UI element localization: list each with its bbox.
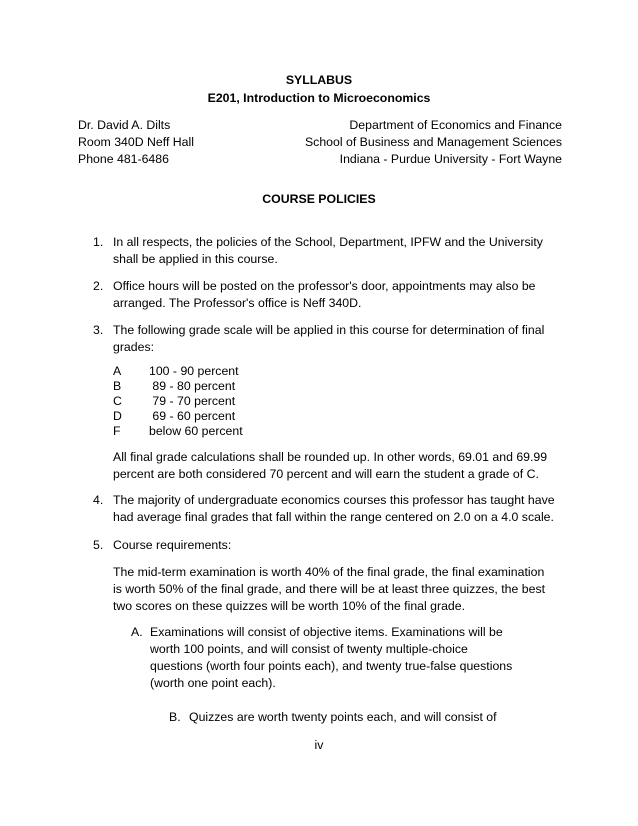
requirements-line: is worth 50% of the final grade, and there will be at least three quizzes, the best (113, 582, 546, 596)
sub-item-line: Quizzes are worth twenty points each, and will consist of (189, 710, 497, 724)
sub-item-text (189, 709, 497, 726)
policy-line: grades: (113, 340, 155, 354)
instructor-info (78, 117, 194, 168)
grade-letter: B (113, 379, 122, 393)
grade-letter: F (113, 424, 121, 438)
sub-item-text (150, 624, 513, 690)
section-title: COURSE POLICIES (262, 192, 376, 206)
policy-number: 3. (93, 323, 104, 337)
policy-line: arranged. The Professor's office is Neff 340D. (113, 296, 362, 310)
department-name: Department of Economics and Finance (349, 118, 562, 132)
policy-number: 1. (93, 235, 104, 249)
requirements-line: two scores on these quizzes will be worth 10% of the final grade. (113, 599, 466, 613)
instructor-room: Room 340D Neff Hall (78, 135, 194, 149)
policy-text (113, 278, 573, 312)
policy-line: shall be applied in this course. (113, 252, 278, 266)
requirements-paragraph (113, 564, 545, 615)
sub-item-label: B. (169, 710, 181, 724)
grade-letter: D (113, 409, 122, 423)
policy-line: The majority of undergraduate economics courses this professor has taught have (113, 493, 555, 507)
grade-range: 100 - 90 percent (149, 364, 239, 378)
grade-range: 69 - 60 percent (149, 409, 236, 423)
instructor-phone: Phone 481-6486 (78, 152, 169, 166)
rounding-note (113, 449, 547, 483)
policy-line: Course requirements: (113, 538, 232, 552)
university-name: Indiana - Purdue University - Fort Wayne (339, 152, 562, 166)
grade-range: 79 - 70 percent (149, 394, 236, 408)
policy-number: 2. (93, 279, 104, 293)
sub-item-line: Examinations will consist of objective items. Examinations will be (150, 625, 503, 639)
grade-range: 89 - 80 percent (149, 379, 236, 393)
syllabus-title: SYLLABUS (285, 73, 353, 87)
page-number: iv (314, 738, 324, 752)
requirements-line: The mid-term examination is worth 40% of the final grade, the final examination (113, 565, 545, 579)
department-info (305, 117, 562, 168)
grade-range: below 60 percent (149, 424, 243, 438)
policy-line: had average final grades that fall within the range centered on 2.0 on a 4.0 scale. (113, 510, 554, 524)
sub-item-line: worth 100 points, and will consist of twenty multiple-choice (150, 642, 468, 656)
sub-item-line: (worth one point each). (150, 676, 276, 690)
policy-text (113, 537, 573, 554)
note-line: All final grade calculations shall be rounded up. In other words, 69.01 and 69.99 (113, 450, 548, 464)
grade-letter: A (113, 364, 122, 378)
grade-letter: C (113, 394, 122, 408)
school-name: School of Business and Management Sciences (304, 135, 562, 149)
policy-text (113, 322, 573, 356)
course-title: E201, Introduction to Microeconomics (207, 91, 431, 105)
policy-line: Office hours will be posted on the professor's door, appointments may also be (113, 279, 536, 293)
policy-text (113, 234, 573, 268)
sub-item-line: questions (worth four points each), and twenty true-false questions (150, 659, 513, 673)
sub-item-label: A. (131, 625, 143, 639)
policy-line: The following grade scale will be applied in this course for determination of final (113, 323, 545, 337)
note-line: percent are both considered 70 percent and will earn the student a grade of C. (113, 467, 539, 481)
policy-number: 4. (93, 493, 104, 507)
instructor-name: Dr. David A. Dilts (78, 118, 171, 132)
policy-text (113, 492, 573, 526)
policy-number: 5. (93, 538, 104, 552)
policy-line: In all respects, the policies of the School, Department, IPFW and the University (113, 235, 543, 249)
